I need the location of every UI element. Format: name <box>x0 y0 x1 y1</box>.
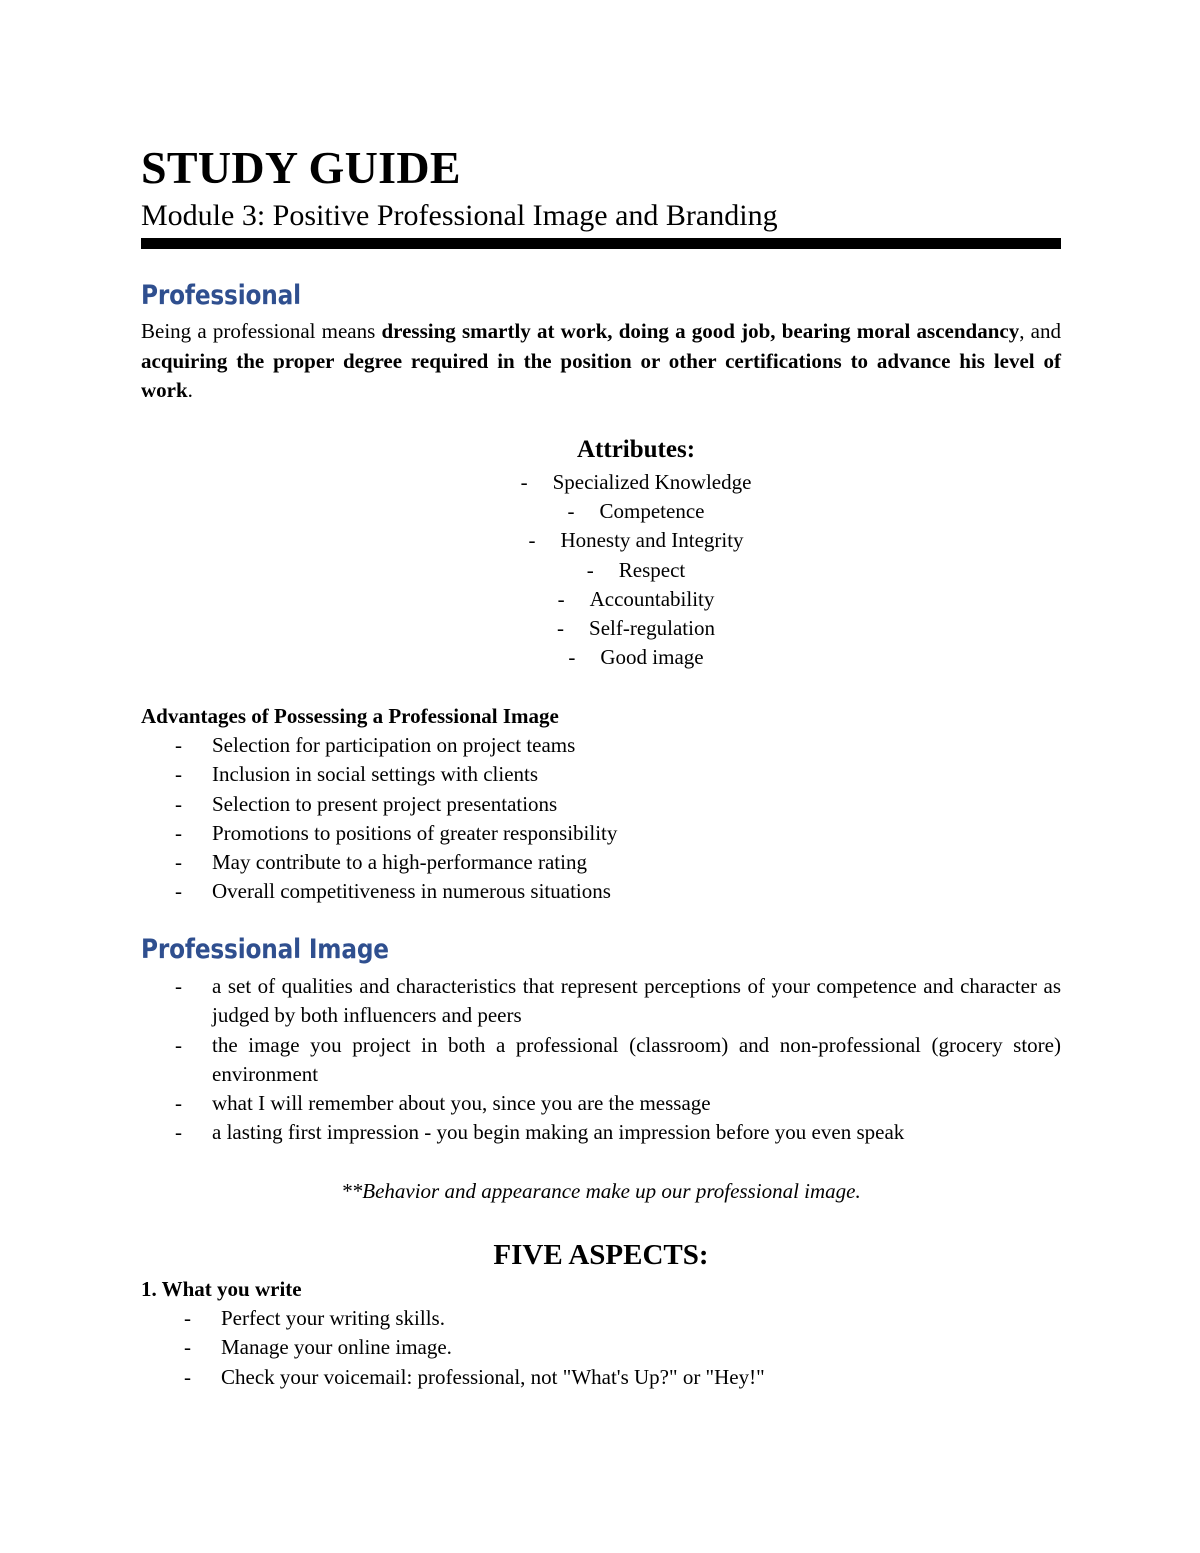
list-item <box>141 556 1131 585</box>
section-heading-professional: Professional <box>141 280 301 311</box>
list-item <box>175 760 1061 789</box>
list-item <box>141 526 1131 555</box>
aspect-heading-write: 1. What you write <box>141 1277 302 1301</box>
dash-bullet: - <box>175 1032 182 1057</box>
dash-bullet: - <box>567 499 575 524</box>
attribute-label: Specialized Knowledge <box>552 470 752 494</box>
list-item <box>184 1363 1070 1392</box>
document-subtitle: Module 3: Positive Professional Image and Branding <box>141 199 778 232</box>
behavior-note: **Behavior and appearance make up our professional image. <box>341 1179 861 1203</box>
definition-text-1: Being a professional means <box>141 319 382 343</box>
dash-bullet: - <box>175 733 182 757</box>
list-item <box>175 731 1061 760</box>
advantages-list <box>175 731 1061 907</box>
section-heading-professional-image: Professional Image <box>141 934 389 965</box>
list-item <box>175 790 1061 819</box>
attributes-block <box>141 432 1131 672</box>
title-divider <box>141 238 1061 249</box>
dash-bullet: - <box>175 820 182 845</box>
dash-bullet: - <box>557 586 565 611</box>
dash-bullet: - <box>528 528 536 553</box>
advantage-text: Inclusion in social settings with clients <box>212 762 539 787</box>
professional-definition <box>141 317 1061 406</box>
advantage-text: Selection to present project presentations <box>212 791 558 816</box>
image-point-text: a lasting first impression - you begin making an impression before you even speak <box>212 1120 905 1145</box>
list-item <box>175 1089 1061 1118</box>
list-item <box>141 614 1131 643</box>
list-item <box>175 972 1061 1031</box>
dash-bullet: - <box>586 557 594 582</box>
dash-bullet: - <box>175 1091 182 1116</box>
dash-bullet: - <box>175 974 182 998</box>
image-point-text: the image you project in both a professional (classroom) and non-professional (grocery store) environment <box>212 1032 1061 1086</box>
advantage-text: Promotions to positions of greater responsibility <box>212 820 618 845</box>
advantage-text: Overall competitiveness in numerous situations <box>212 879 611 904</box>
dash-bullet: - <box>520 470 528 494</box>
dash-bullet: - <box>175 850 182 875</box>
dash-bullet: - <box>568 645 576 670</box>
attribute-label: Respect <box>618 557 686 582</box>
attribute-label: Self-regulation <box>589 616 715 641</box>
dash-bullet: - <box>557 616 565 641</box>
list-item <box>141 468 1131 497</box>
advantage-text: Selection for participation on project teams <box>212 733 576 757</box>
list-item <box>141 497 1131 526</box>
dash-bullet: - <box>175 791 182 816</box>
definition-text-3: . <box>187 378 193 402</box>
dash-bullet: - <box>184 1335 191 1360</box>
attribute-label: Honesty and Integrity <box>560 528 744 553</box>
definition-text-2: , and <box>1019 319 1061 343</box>
advantages-title: Advantages of Possessing a Professional Image <box>141 704 559 728</box>
attributes-list <box>141 468 1131 672</box>
aspect-point-text: Perfect your writing skills. <box>221 1306 445 1330</box>
dash-bullet: - <box>175 762 182 787</box>
list-item <box>175 819 1061 848</box>
definition-bold-2: acquiring the proper degree required in the position or other certifications to advance his level of work <box>141 348 1061 402</box>
five-aspects-title: FIVE ASPECTS: <box>493 1239 709 1271</box>
definition-bold-1: dressing smartly at work, doing a good job, bearing moral ascendancy <box>381 319 1020 343</box>
aspect-point-text: Manage your online image. <box>221 1335 452 1360</box>
list-item <box>175 848 1061 877</box>
dash-bullet: - <box>184 1306 191 1330</box>
image-point-text: a set of qualities and characteristics that represent perceptions of your competence and character as judged by both influencers and peers <box>212 974 1061 1028</box>
document-title: STUDY GUIDE <box>141 142 461 193</box>
list-item <box>141 585 1131 614</box>
dash-bullet: - <box>184 1364 191 1389</box>
list-item <box>175 1031 1061 1090</box>
list-item <box>184 1333 1070 1362</box>
list-item <box>141 643 1131 672</box>
list-item <box>175 1118 1061 1147</box>
attributes-title: Attributes: <box>576 436 696 463</box>
attribute-label: Good image <box>600 645 704 670</box>
list-item <box>175 877 1061 906</box>
dash-bullet: - <box>175 1120 182 1145</box>
list-item <box>184 1304 1070 1333</box>
aspect-write-list <box>184 1304 1070 1392</box>
aspect-point-text: Check your voicemail: professional, not "What's Up?" or "Hey!" <box>221 1364 765 1389</box>
dash-bullet: - <box>175 879 182 904</box>
professional-image-list <box>175 972 1061 1148</box>
attribute-label: Competence <box>599 499 705 524</box>
image-point-text: what I will remember about you, since you are the message <box>212 1091 711 1116</box>
attribute-label: Accountability <box>589 586 715 611</box>
advantage-text: May contribute to a high-performance rating <box>212 850 587 875</box>
